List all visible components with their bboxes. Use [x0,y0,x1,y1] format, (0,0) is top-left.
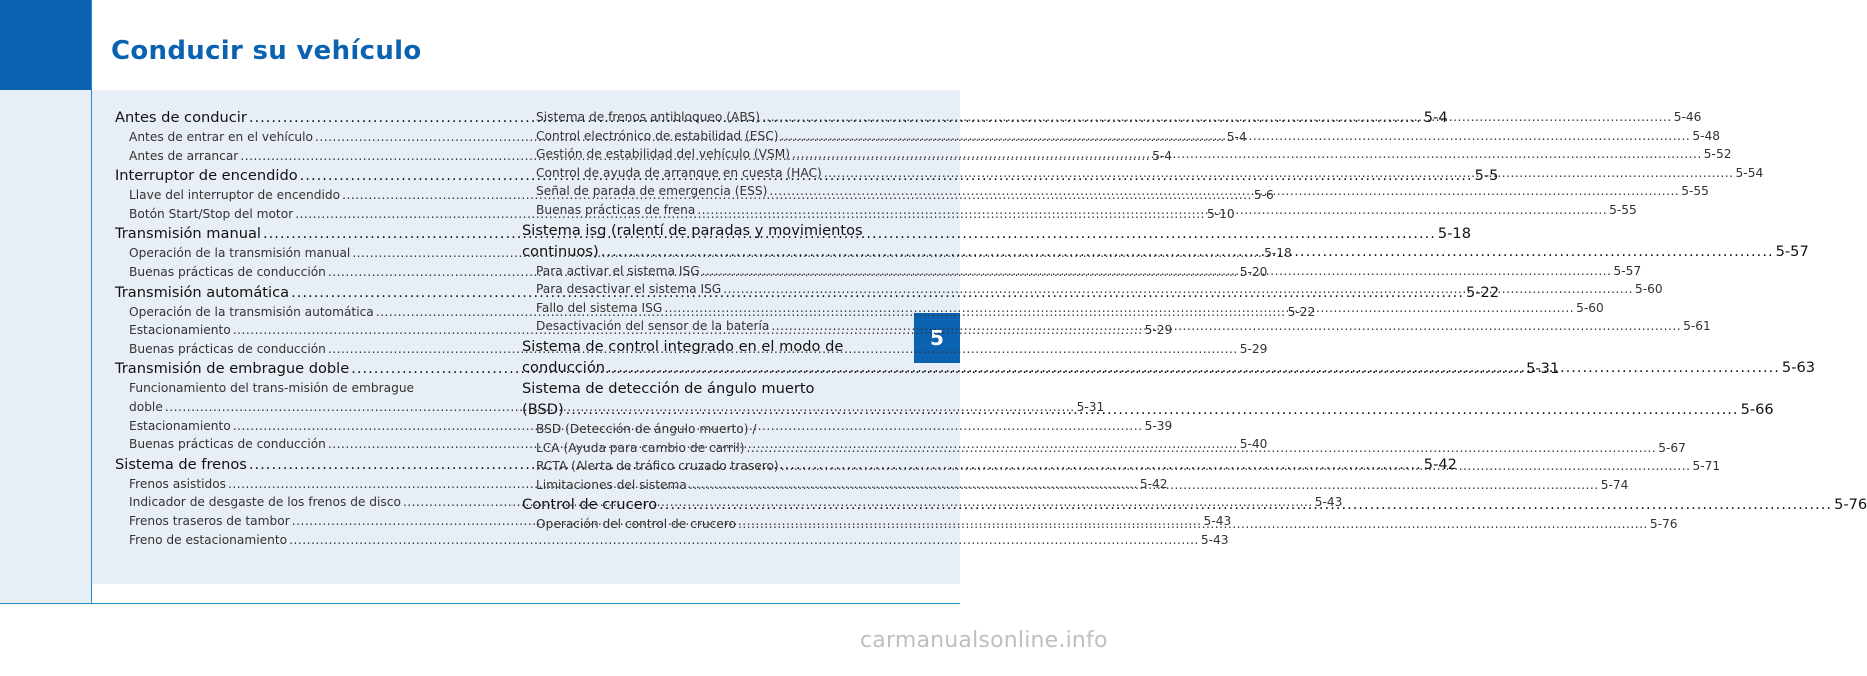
toc-entry-title: Sistema de control integrado en el modo de [522,337,844,355]
toc-entry-title: Control de ayuda de arranque en cuesta (HAC) [536,165,822,180]
dot-leader [601,242,1774,262]
toc-page-number: 5-42 [1423,455,1457,473]
dot-leader [697,201,1607,220]
toc-page-number: 5-22 [1465,283,1500,301]
toc-entry-title: Fallo del sistema ISG [536,300,663,315]
toc-page-number: 5-60 [1576,300,1604,315]
toc-entry-title: conducción [522,358,605,376]
toc-entry-title: doble [129,399,163,414]
toc-entry-title: Transmisión manual [115,225,261,243]
toc-page-number: 5-46 [1673,110,1702,124]
toc-subsection-entry[interactable] [115,379,482,398]
toc-entry-title: Indicador de desgaste de los frenos de disco [129,495,401,510]
toc-subsection-entry[interactable] [522,108,1702,127]
toc-entry-title: Buenas prácticas de conducción [129,437,326,452]
dot-leader [664,299,1574,318]
toc-page-number: 5-67 [1658,440,1686,455]
horizontal-divider [0,603,960,604]
chapter-tab[interactable]: 5 [914,313,960,363]
toc-entry-title: Buenas prácticas de conducción [129,264,326,279]
dot-leader [781,127,1691,146]
toc-entry-title: Sistema isg (ralentí de paradas y movimientos [522,221,863,239]
toc-subsection-entry[interactable] [522,127,1720,146]
toc-page-number: 5-42 [1139,476,1168,491]
toc-entry-title: Sistema de frenos [115,455,247,473]
dot-leader [824,164,1734,183]
toc-section-entry[interactable] [522,379,886,399]
toc-entry-title: Estacionamiento [129,418,231,433]
toc-entry-title: Buenas prácticas de frena [536,202,696,217]
toc-entry-title: Interruptor de encendido [115,167,298,185]
dot-leader [781,457,1691,476]
dot-leader [566,400,1739,420]
dot-leader [771,317,1681,336]
toc-page-number: 5-55 [1609,202,1637,217]
dot-leader [607,358,1780,378]
toc-entry-title: Transmisión de embrague doble [115,360,350,378]
toc-page-number: 5-4 [1226,130,1247,144]
toc-page-number: 5-74 [1600,477,1629,492]
toc-entry-title: Frenos asistidos [129,476,227,491]
toc-page-number: 5-63 [1781,358,1816,376]
toc-page-number: 5-5 [1474,167,1499,185]
toc-entry-title: Antes de arrancar [129,148,239,163]
toc-page-number: 5-43 [1203,513,1232,528]
toc-page-number: 5-66 [1740,400,1774,418]
toc-entry-title: Operación de la transmisión manual [129,246,351,261]
toc-entry-title: Señal de parada de emergencia (ESS) [536,184,768,199]
toc-subsection-entry[interactable] [115,531,1229,550]
toc-page-number: 5-43 [1314,495,1343,510]
dot-leader [792,145,1702,164]
toc-page-number: 5-48 [1692,128,1720,143]
toc-page-number: 5-31 [1526,360,1560,378]
toc-entry-title: Frenos traseros de tambor [129,513,290,528]
toc-entry-title: Antes de entrar en el vehículo [129,130,313,144]
toc-page-number: 5-20 [1239,264,1268,279]
toc-page-number: 5-55 [1681,184,1709,199]
toc-page-number: 5-29 [1239,341,1268,356]
toc-page-number: 5-4 [1152,148,1173,163]
dot-leader [702,262,1612,281]
toc-entry-title: Buenas prácticas de conducción [129,341,326,356]
dot-leader [738,515,1648,534]
toc-entry-title: Desactivación del sensor de la batería [536,319,770,334]
toc-entry-title: LCA (Ayuda para cambio de carril) [536,440,745,455]
toc-page-number: 5-57 [1613,263,1642,278]
toc-entry-title: Botón Start/Stop del motor [129,206,294,221]
toc-entry-title: Control de crucero [522,496,658,514]
toc-entry-title: Limitaciones del sistema [536,477,687,492]
toc-page-number: 5-54 [1735,165,1764,180]
toc-entry-title: Transmisión automática [115,283,290,301]
toc-entry-title: Operación de la transmisión automática [129,304,374,319]
toc-page-number: 5-43 [1200,532,1229,547]
toc-subsection-entry[interactable] [522,420,886,439]
toc-entry-title: Control electrónico de estabilidad (ESC) [536,128,779,143]
toc-entry-title: Operación del control de crucero [536,517,737,532]
toc-page-number: 5-76 [1649,517,1678,532]
toc-entry-title: Freno de estacionamiento [129,532,288,547]
vertical-divider [91,0,92,604]
toc-subsection-entry[interactable] [522,164,1764,183]
toc-entry-title: continuos) [522,242,599,260]
dot-leader [723,280,1633,299]
dot-leader [769,182,1679,201]
toc-page-number: 5-4 [1423,109,1448,126]
page-title: Conducir su vehículo [111,36,422,66]
toc-page-number: 5-61 [1683,319,1711,334]
toc-entry-title: Gestión de estabilidad del vehículo (VSM) [536,147,790,162]
toc-page-number: 5-29 [1144,323,1173,338]
watermark: carmanualsonline.info [860,628,1108,653]
toc-page-number: 5-71 [1692,459,1721,474]
dot-leader [746,439,1656,458]
toc-entry-title: (BSD) [522,400,564,418]
toc-page-number: 5-76 [1834,496,1867,514]
toc-page-number: 5-6 [1253,188,1274,203]
toc-page-number: 5-18 [1437,225,1471,243]
toc-entry-title: Llave del interruptor de encendido [129,188,341,203]
toc-entry-title: Antes de conducir [115,109,247,126]
toc-page-number: 5-52 [1703,147,1732,162]
toc-page-number: 5-31 [1076,399,1105,414]
toc-entry-title: RCTA (Alerta de tráfico cruzado trasero) [536,459,779,474]
toc-section-entry[interactable] [522,221,886,241]
toc-page-number: 5-39 [1144,418,1173,433]
toc-page-number: 5-10 [1207,206,1235,221]
corner-block [0,0,92,90]
toc-entry-title: Estacionamiento [129,323,231,338]
toc-entry-title: BSD (Detección de ángulo muerto) / [536,421,757,436]
toc-page-number: 5-60 [1635,282,1663,297]
toc-page-number: 5-22 [1287,304,1316,319]
toc-entry-title: Para desactivar el sistema ISG [536,282,722,297]
toc-section-entry[interactable] [522,337,886,357]
toc-entry-title: Funcionamiento del trans-misión de embrague [129,381,415,396]
toc-entry-title: Sistema de frenos antibloqueo (ABS) [536,110,760,124]
toc-entry-title: Sistema de detección de ángulo muerto [522,379,815,397]
toc-page-number: 5-18 [1264,246,1292,261]
dot-leader [659,495,1832,515]
left-margin-band [0,0,92,604]
dot-leader [762,108,1672,127]
toc-entry-title: Para activar el sistema ISG [536,263,700,278]
toc-page-number: 5-57 [1775,242,1809,260]
dot-leader [689,476,1599,495]
toc-page-number: 5-40 [1239,437,1268,452]
